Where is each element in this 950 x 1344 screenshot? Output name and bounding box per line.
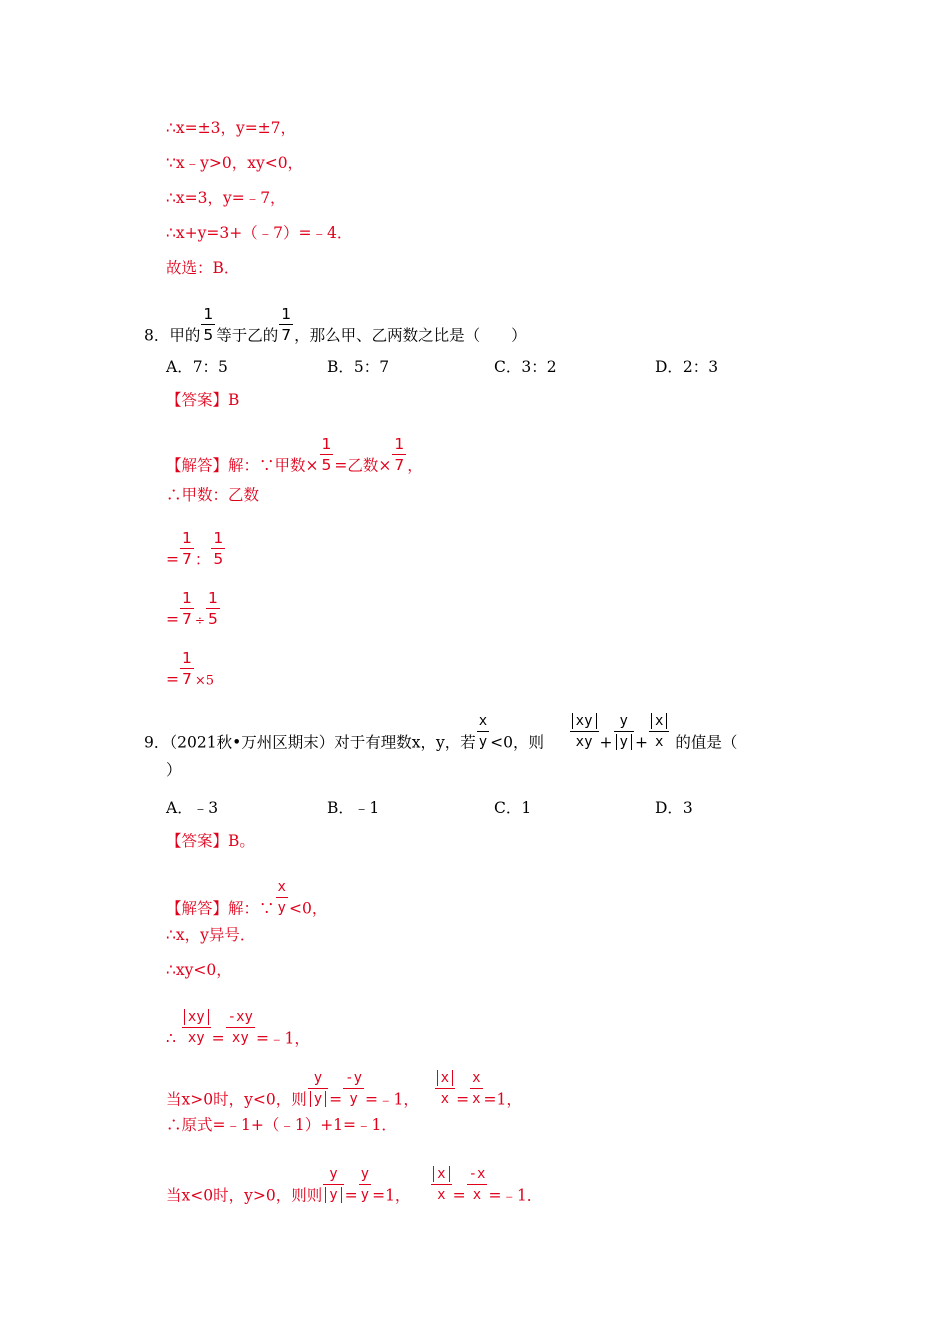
question-8-stem: 8．甲的 $\frac{1}{5}$ 等于乙的 $\frac{1}{7}$ ，那么甲、乙两数之比是（ ） [144,305,527,345]
solution-line: 当x<0时，y>0，则则 $\frac{y}{y}$ = $\frac{y}{y}$ =1， $\frac{x}{x}$ = $\frac{-x}{x}$ =﹣1． [166,1166,543,1205]
solution-line: ∵x﹣y>0，xy<0， [166,154,304,172]
question-number: 8． [144,326,170,345]
option-d: D．2：3 [655,358,719,376]
solution-line: ∴原式=﹣1+（﹣1）+1=﹣1． [166,1116,397,1134]
answer: 【答案】B [166,391,240,409]
solution-line: 故选：B． [166,259,240,277]
question-9-stem: 9．（2021秋•万州区期末）对于有理数x，y，若 $\frac{x}{y}$ <0，则 $\frac{xy}{xy}$ + $\frac{y}{y}$ + $\frac{x}{x}$ 的值是（ [144,713,738,752]
solution-line: ∴甲数：乙数 [166,486,260,504]
solution-line: ∴x，y异号． [166,926,256,944]
option-c: C．3：2 [494,358,557,376]
solution-line: ∴x=±3，y=±7， [166,119,297,137]
option-c: C．1 [494,799,532,817]
solution-line: ∴x+y=3+（﹣7）=﹣4． [166,224,353,242]
fraction: $\frac{1}{5}$ [203,305,214,344]
answer: 【答案】B。 [166,832,255,850]
question-number: 9． [144,733,170,752]
solution-line: 当x>0时，y<0，则 $\frac{y}{y}$ = $\frac{-y}{y}$ =﹣1， $\frac{x}{x}$ = $\frac{x}{x}$ =1， [166,1070,522,1109]
solution-line: = $\frac{1}{7}$ ： $\frac{1}{5}$ [166,529,224,569]
option-b: B．﹣1 [327,799,380,817]
option-b: B．5：7 [327,358,390,376]
solution-line: = $\frac{1}{7}$ ÷ $\frac{1}{5}$ [166,589,218,629]
solution-line: ∴ $\frac{xy}{xy}$ = $\frac{-xy}{xy}$ =﹣1， [166,1009,310,1048]
solution-line: ∴xy<0， [166,961,232,979]
question-9-stem-end: ） [166,761,182,779]
solution-line: 【解答】解：∵甲数× $\frac{1}{5}$ =乙数× $\frac{1}{7}$ ， [166,435,423,475]
option-d: D．3 [655,799,693,817]
option-a: A．﹣3 [166,799,219,817]
solution-line: ∴x=3，y=﹣7， [166,189,286,207]
solution-line: = $\frac{1}{7}$ ×5 [166,649,215,689]
option-a: A．7：5 [166,358,228,376]
fraction: $\frac{1}{7}$ [281,305,292,344]
solution-line: 【解答】解：∵ $\frac{x}{y}$ <0， [166,879,328,918]
